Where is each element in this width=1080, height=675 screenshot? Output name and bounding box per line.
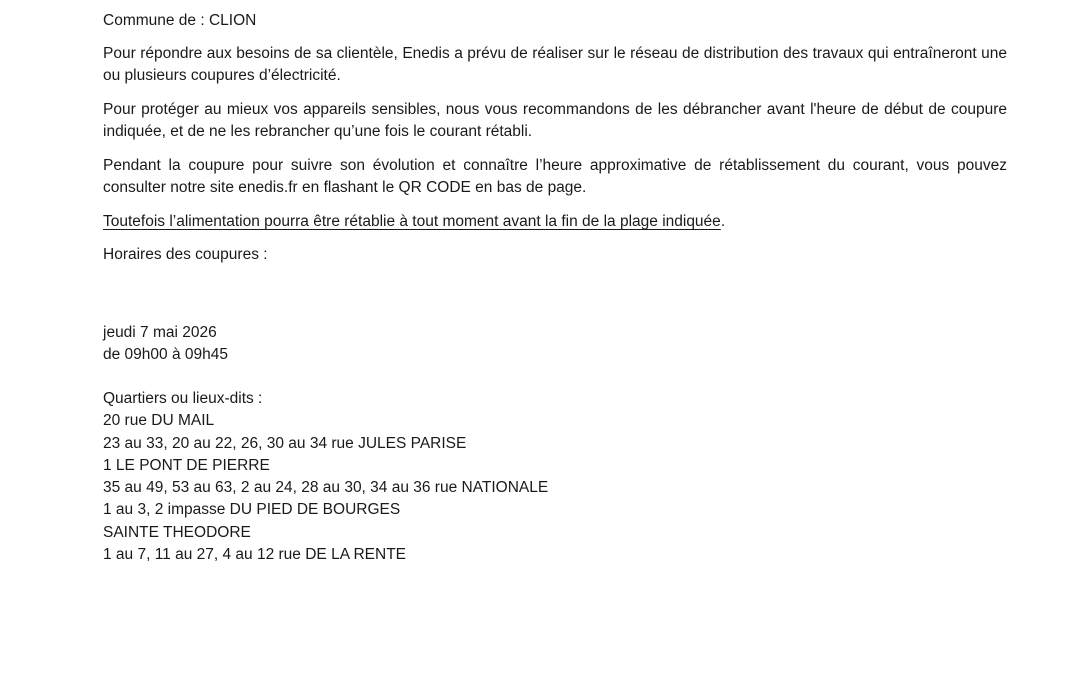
outage-date: jeudi 7 mai 2026 (103, 324, 217, 341)
schedule-heading: Horaires des coupures : (103, 246, 268, 263)
paragraph-devices: Pour protéger au mieux vos appareils sensibles, nous vous recommandons de les débrancher avant l'heure de début de coupure indiquée, et de ne les rebrancher qu’une fois le courant rétabli. (103, 101, 1007, 140)
spacer (103, 366, 1007, 388)
paragraph-works: Pour répondre aux besoins de sa clientèle, Enedis a prévu de réaliser sur le réseau de distribution des travaux qui entraîneront une ou plusieurs coupures d’électricité. (103, 45, 1007, 84)
commune-line: Commune de : CLION (103, 12, 257, 29)
spacer (103, 199, 1007, 211)
notice-content (103, 10, 1007, 566)
spacer (103, 87, 1007, 99)
location-item: 1 au 7, 11 au 27, 4 au 12 rue DE LA RENTE (103, 546, 407, 564)
spacer (103, 143, 1007, 155)
spacer (103, 233, 1007, 244)
spacer (103, 266, 1007, 322)
locations-block (103, 388, 1007, 566)
location-item: 20 rue DU MAIL (103, 412, 215, 430)
location-item: SAINTE THEODORE (103, 523, 251, 541)
restoration-notice-underlined: Toutefois l’alimentation pourra être rétablie à tout moment avant la fin de la plage indiquée (103, 213, 721, 230)
location-item: 35 au 49, 53 au 63, 2 au 24, 28 au 30, 34 au 36 rue NATIONALE (103, 479, 549, 497)
location-item: 23 au 33, 20 au 22, 26, 30 au 34 rue JULES PARISE (103, 434, 467, 452)
restoration-notice-period: . (720, 213, 726, 230)
location-item: 1 au 3, 2 impasse DU PIED DE BOURGES (103, 501, 401, 519)
outage-time-range: de 09h00 à 09h45 (103, 346, 228, 363)
locations-heading: Quartiers ou lieux-dits : (103, 390, 263, 407)
location-item: 1 LE PONT DE PIERRE (103, 456, 270, 474)
paragraph-follow-outage: Pendant la coupure pour suivre son évolution et connaître l’heure approximative de rétablissement du courant, vous pouvez consulter notre site enedis.fr en flashant le QR CODE en bas de page. (103, 157, 1007, 196)
spacer (103, 32, 1007, 43)
restoration-notice (103, 211, 1007, 233)
